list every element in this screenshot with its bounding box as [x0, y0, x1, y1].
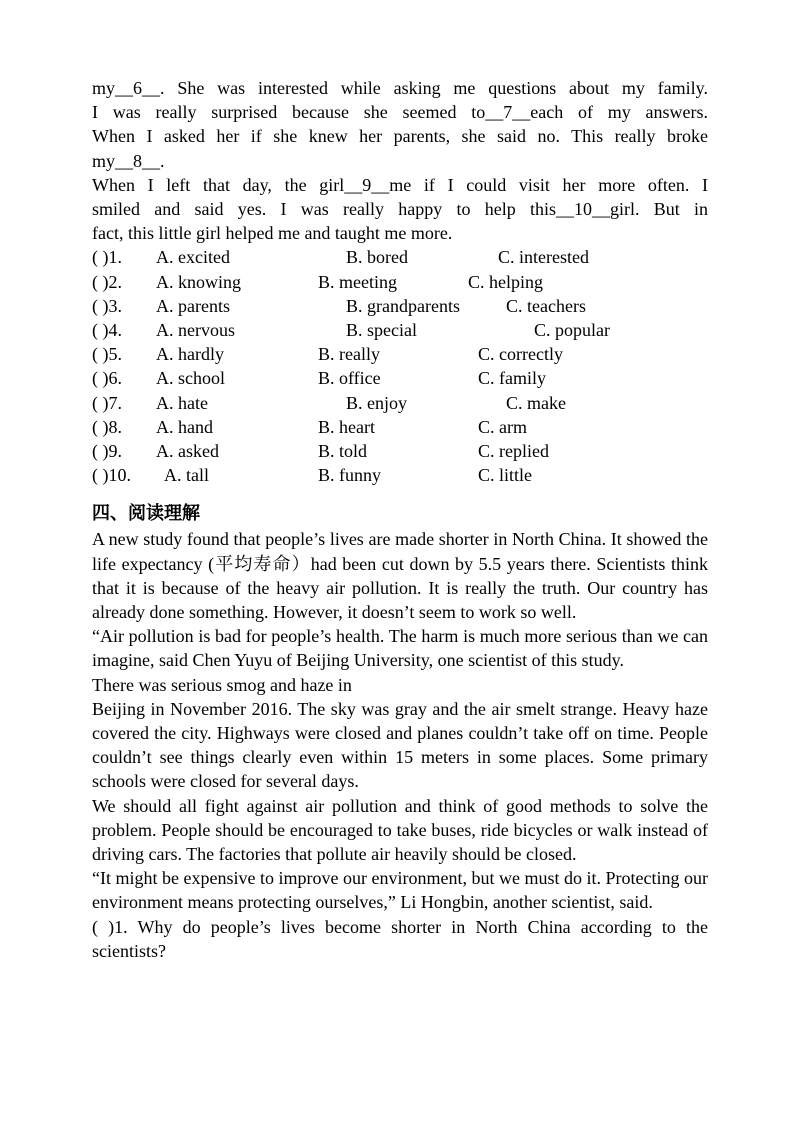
option-row-4: [92, 318, 708, 342]
question-number[interactable]: ( )4.: [92, 319, 122, 340]
reading-paragraph-3: Beijing in November 2016. The sky was gray and the air smelt strange. Heavy haze covered the city. Highways were closed and planes couldn’t take off on time. People couldn’t see things clearly even within 15 meters in some places. Some primary schools were closed for several days.: [92, 698, 708, 792]
question-number[interactable]: ( )1.: [92, 247, 122, 268]
reading-paragraph-1: A new study found that people’s lives are made shorter in North China. It showed the life expectancy (平均寿命）had been cut down by 5.5 years there. Scientists think that it is because of the heavy air pollution. It is really the truth. Our country has already done something. However, it doesn’t seem to work so well.: [92, 529, 708, 622]
reading-passage: [92, 527, 708, 963]
cloze-options: [92, 245, 708, 487]
option-c[interactable]: C. interested: [498, 247, 589, 268]
option-a[interactable]: A. asked: [156, 440, 219, 461]
option-c[interactable]: C. little: [478, 465, 532, 486]
reading-paragraph-2: “Air pollution is bad for people’s health. The harm is much more serious than we can imagine, said Chen Yuyu of Beijing University, one scientist of this study.: [92, 626, 708, 671]
option-row-8: [92, 415, 708, 439]
option-b[interactable]: B. really: [318, 344, 380, 365]
option-row-7: [92, 391, 708, 415]
question-number[interactable]: ( )8.: [92, 416, 122, 437]
option-b[interactable]: B. enjoy: [346, 392, 407, 413]
option-row-9: [92, 439, 708, 463]
cloze-line-5: When I left that day, the girl__9__me if I could visit her more often. I: [92, 174, 708, 195]
option-b[interactable]: B. office: [318, 368, 381, 389]
worksheet-page: [92, 76, 708, 963]
reading-question-1[interactable]: ( )1. Why do people’s lives become shorter in North China according to the scientists?: [92, 916, 708, 961]
option-c[interactable]: C. correctly: [478, 344, 563, 365]
question-number[interactable]: ( )9.: [92, 440, 122, 461]
option-row-3: [92, 294, 708, 318]
option-a[interactable]: A. hate: [156, 392, 208, 413]
option-a[interactable]: A. school: [156, 368, 225, 389]
cloze-line-3: When I asked her if she knew her parents, she said no. This really broke: [92, 126, 708, 147]
option-b[interactable]: B. meeting: [318, 271, 397, 292]
cloze-line-7: fact, this little girl helped me and taught me more.: [92, 223, 453, 244]
option-a[interactable]: A. nervous: [156, 319, 235, 340]
cloze-line-6: smiled and said yes. I was really happy to help this__10__girl. But in: [92, 199, 708, 220]
option-b[interactable]: B. funny: [318, 465, 381, 486]
cloze-line-4: my__8__.: [92, 150, 165, 171]
reading-paragraph-4: We should all fight against air pollution and think of good methods to solve the problem. People should be encouraged to take buses, ride bicycles or walk instead of driving cars. The factories that pollute air heavily should be closed.: [92, 795, 708, 864]
option-a[interactable]: A. hand: [156, 416, 213, 437]
question-number[interactable]: ( )5.: [92, 344, 122, 365]
question-number[interactable]: ( )6.: [92, 368, 122, 389]
option-c[interactable]: C. replied: [478, 440, 549, 461]
option-b[interactable]: B. grandparents: [346, 295, 460, 316]
option-a[interactable]: A. hardly: [156, 344, 224, 365]
option-c[interactable]: C. family: [478, 368, 546, 389]
option-c[interactable]: C. popular: [534, 319, 610, 340]
option-row-5: [92, 342, 708, 366]
option-row-10: [92, 463, 708, 487]
option-a[interactable]: A. parents: [156, 295, 230, 316]
question-number[interactable]: ( )3.: [92, 295, 122, 316]
option-c[interactable]: C. teachers: [506, 295, 586, 316]
cloze-passage: [92, 76, 708, 245]
option-c[interactable]: C. make: [506, 392, 566, 413]
reading-paragraph-3-start: There was serious smog and haze in: [92, 674, 352, 695]
section-title: 四、阅读理解: [92, 503, 200, 525]
question-number[interactable]: ( )7.: [92, 392, 122, 413]
option-b[interactable]: B. special: [346, 319, 417, 340]
option-b[interactable]: B. told: [318, 440, 368, 461]
option-c[interactable]: C. helping: [468, 271, 543, 292]
question-number[interactable]: ( )2.: [92, 271, 122, 292]
option-a[interactable]: A. excited: [156, 247, 230, 268]
option-a[interactable]: A. tall: [164, 465, 209, 486]
option-row-6: [92, 366, 708, 390]
option-row-1: [92, 245, 708, 269]
option-c[interactable]: C. arm: [478, 416, 527, 437]
cloze-line-1: my__6__. She was interested while asking me questions about my family.: [92, 78, 708, 98]
cloze-line-2: I was really surprised because she seemed to__7__each of my answers.: [92, 102, 708, 123]
reading-paragraph-5: “It might be expensive to improve our environment, but we must do it. Protecting our environment means protecting ourselves,” Li Hongbin, another scientist, said.: [92, 868, 708, 913]
option-b[interactable]: B. bored: [346, 247, 408, 268]
option-row-2: [92, 270, 708, 294]
option-b[interactable]: B. heart: [318, 416, 375, 437]
option-a[interactable]: A. knowing: [156, 271, 241, 292]
question-number[interactable]: ( )10.: [92, 465, 131, 486]
